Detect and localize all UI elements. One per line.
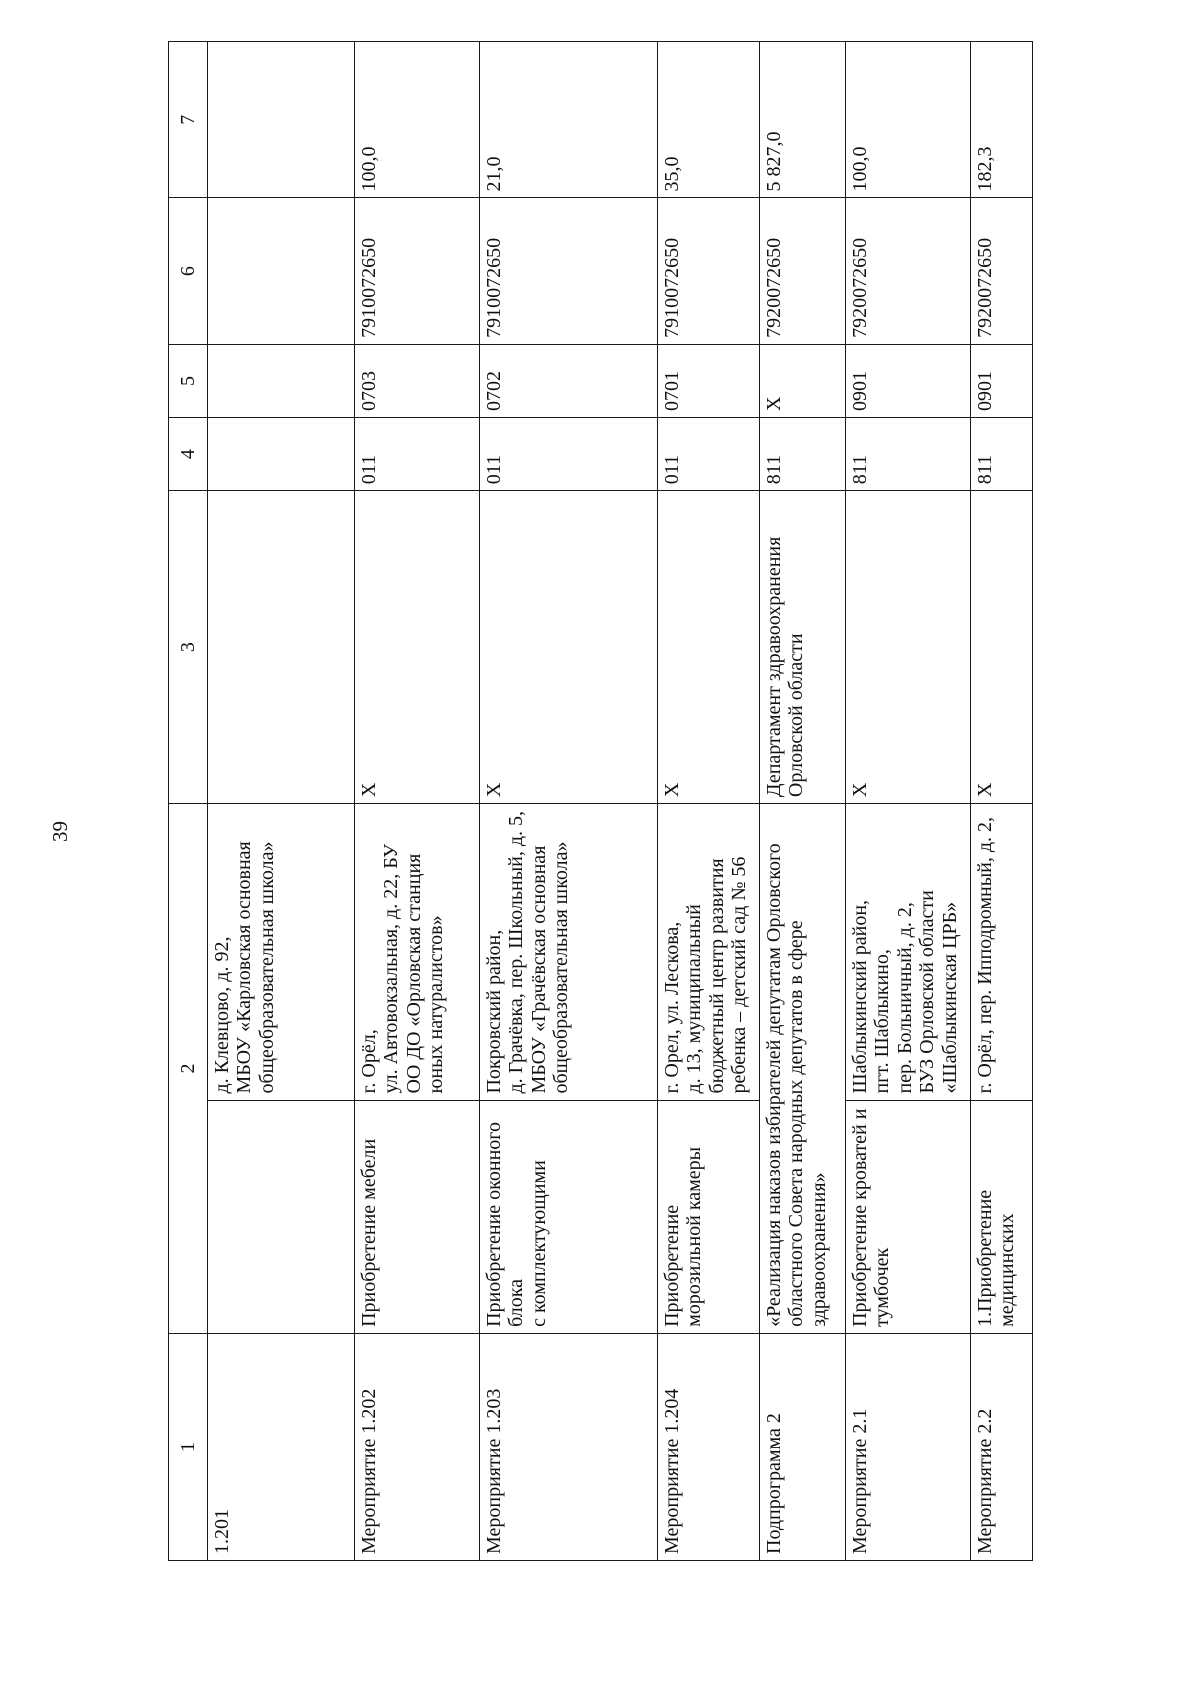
executor <box>208 491 355 804</box>
event-description: Приобретение морозильной камеры <box>658 1100 760 1333</box>
header-col-6: 6 <box>169 198 208 344</box>
amount: 182,3 <box>971 42 1033 199</box>
row-id: Мероприятие 2.2 <box>971 1333 1033 1560</box>
row-id: Мероприятие 1.202 <box>355 1333 480 1560</box>
budget-table <box>168 41 1033 1561</box>
table-row <box>208 42 355 1561</box>
amount: 100,0 <box>846 42 971 199</box>
code-target: 7920072650 <box>846 198 971 344</box>
event-location: Шаблыкинский район, пгт. Шаблыкино, пер. Больничный, д. 2, БУЗ Орловской области «Шаблыкинская ЦРБ» <box>846 804 971 1100</box>
executor: Х <box>658 491 760 804</box>
executor: Департамент здравоохранения Орловской области <box>760 491 846 804</box>
header-col-3: 3 <box>169 491 208 804</box>
event-location: г. Орёл, пер. Ипподромный, д. 2, <box>971 804 1033 1100</box>
header-col-4: 4 <box>169 418 208 491</box>
header-col-5: 5 <box>169 344 208 417</box>
amount: 21,0 <box>480 42 658 199</box>
budget-table-sheet <box>168 41 1098 1561</box>
code-target: 7920072650 <box>760 198 846 344</box>
code-section: 0702 <box>480 344 658 417</box>
amount: 5 827,0 <box>760 42 846 199</box>
event-description: 1.Приобретение медицинских <box>971 1100 1033 1333</box>
code-target: 7910072650 <box>480 198 658 344</box>
executor: Х <box>971 491 1033 804</box>
amount: 35,0 <box>658 42 760 199</box>
event-description: Приобретение кроватей и тумбочек <box>846 1100 971 1333</box>
code-grbs: 811 <box>760 418 846 491</box>
code-section <box>208 344 355 417</box>
event-description <box>208 1100 355 1333</box>
code-grbs: 811 <box>971 418 1033 491</box>
row-id: Мероприятие 2.1 <box>846 1333 971 1560</box>
event-location: г. Орёл, ул. Автовокзальная, д. 22, БУ ОО ДО «Орловская станция юных натуралистов» <box>355 804 480 1100</box>
row-id: Подпрограмма 2 <box>760 1333 846 1560</box>
page-number: 39 <box>48 821 72 842</box>
code-target: 7920072650 <box>971 198 1033 344</box>
subprogram-title: «Реализация наказов избирателей депутатам Орловского областного Совета народных депутатов в сфере здравоохранения» <box>760 804 846 1334</box>
row-id: Мероприятие 1.204 <box>658 1333 760 1560</box>
code-target: 7910072650 <box>355 198 480 344</box>
table-row <box>846 42 971 1561</box>
event-description: Приобретение мебели <box>355 1100 480 1333</box>
header-col-1: 1 <box>169 1333 208 1560</box>
event-location: Покровский район, д. Грачёвка, пер. Школьный, д. 5, МБОУ «Грачёвская основная общеобразовательная школа» <box>480 804 658 1100</box>
code-target <box>208 198 355 344</box>
table-row <box>971 42 1033 1561</box>
table-row-subprogram <box>760 42 846 1561</box>
executor: Х <box>846 491 971 804</box>
code-target: 7910072650 <box>658 198 760 344</box>
code-grbs: 011 <box>658 418 760 491</box>
column-header-row <box>169 42 208 1561</box>
event-description: Приобретение оконного блока с комплектующими <box>480 1100 658 1333</box>
event-location: г. Орел, ул. Лескова, д. 13, муниципальный бюджетный центр развития ребенка – детский сад № 56 <box>658 804 760 1100</box>
code-grbs <box>208 418 355 491</box>
code-section: Х <box>760 344 846 417</box>
table-row <box>480 42 658 1561</box>
executor: Х <box>480 491 658 804</box>
table-row <box>658 42 760 1561</box>
header-col-2: 2 <box>169 804 208 1334</box>
event-location: д. Клевцово, д. 92, МБОУ «Карловская основная общеобразовательная школа» <box>208 804 355 1100</box>
header-col-7: 7 <box>169 42 208 199</box>
amount: 100,0 <box>355 42 480 199</box>
code-section: 0701 <box>658 344 760 417</box>
row-id: 1.201 <box>208 1333 355 1560</box>
code-section: 0703 <box>355 344 480 417</box>
code-section: 0901 <box>846 344 971 417</box>
amount <box>208 42 355 199</box>
table-row <box>355 42 480 1561</box>
code-grbs: 011 <box>480 418 658 491</box>
code-section: 0901 <box>971 344 1033 417</box>
executor: Х <box>355 491 480 804</box>
row-id: Мероприятие 1.203 <box>480 1333 658 1560</box>
code-grbs: 011 <box>355 418 480 491</box>
code-grbs: 811 <box>846 418 971 491</box>
